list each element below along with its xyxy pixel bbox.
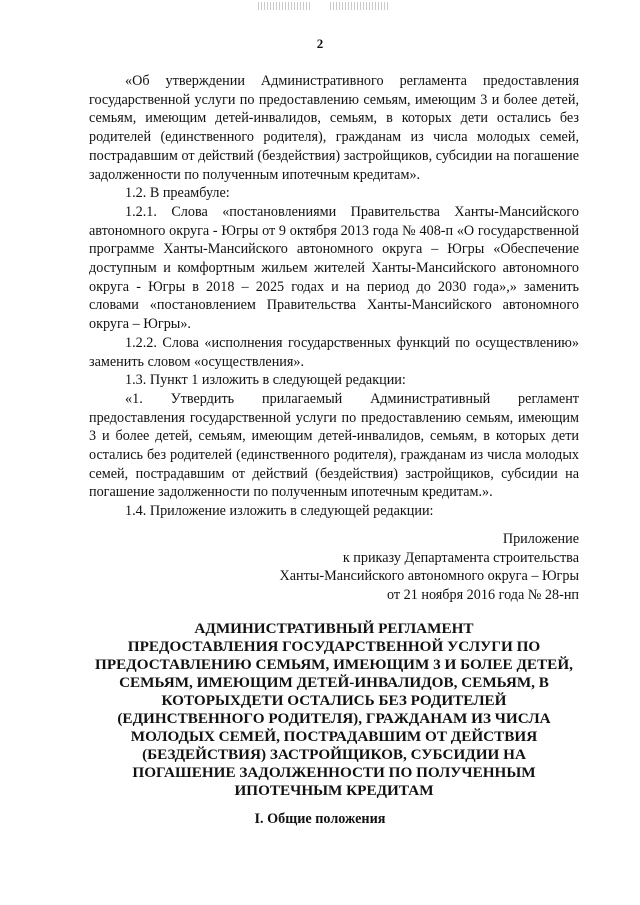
title-line: СЕМЬЯМ, ИМЕЮЩИМ ДЕТЕЙ-ИНВАЛИДОВ, СЕМЬЯМ, В	[119, 674, 549, 691]
section-heading: I. Общие положения	[254, 811, 386, 827]
title-line: АДМИНИСТРАТИВНЫЙ РЕГЛАМЕНТ	[194, 620, 474, 637]
appendix-line: Ханты-Мансийского автономного округа – Югры	[279, 568, 579, 585]
appendix-line: к приказу Департамента строительства	[342, 549, 579, 566]
paragraph: 1.4. Приложение изложить в следующей редакции:	[125, 503, 434, 520]
title-line: КОТОРЫХДЕТИ ОСТАЛИСЬ БЕЗ РОДИТЕЛЕЙ	[161, 692, 507, 709]
title-line: МОЛОДЫХ СЕМЕЙ, ПОСТРАДАВШИМ ОТ ДЕЙСТВИЯ	[130, 728, 538, 745]
paragraph: 1.2.2. Слова «исполнения государственных функций по осуществлению» заменить словом «осуществления».	[89, 334, 579, 370]
paragraph: «Об утверждении Административного регламента предоставления государственной услуги по предоставлению семьям, имеющим 3 и более детей, семьям, имеющим детей-инвалидов, семьям, в которых дети остались без родителей (единственного родителя), гражданам из числа молодых семей, пострадавшим от действий (бездействия) застройщиков, субсидии на погашение задолженности по полученным ипотечным кредитам».	[89, 73, 579, 183]
page-number: 2	[316, 36, 324, 51]
title-line: ПРЕДОСТАВЛЕНИЯ ГОСУДАРСТВЕННОЙ УСЛУГИ ПО	[127, 638, 541, 655]
paragraph: «1. Утвердить прилагаемый Административный регламент предоставления государственной услуги по предоставлению семьям, имеющим 3 и более детей, семьям, имеющим детей-инвалидов, семьям, в которых дети остались без родителей (единственного родителя), гражданам из числа молодых семей, пострадавшим от действий (бездействия) застройщиков, субсидии на погашение задолженности по полученным ипотечным кредитам.».	[89, 390, 579, 501]
title-line: ПОГАШЕНИЕ ЗАДОЛЖЕННОСТИ ПО ПОЛУЧЕННЫМ	[132, 764, 536, 781]
title-line: ПРЕДОСТАВЛЕНИЮ СЕМЬЯМ, ИМЕЮЩИМ 3 И БОЛЕЕ ДЕТЕЙ,	[95, 656, 573, 673]
scan-artifact	[258, 2, 310, 10]
title-line: (БЕЗДЕЙСТВИЯ) ЗАСТРОЙЩИКОВ, СУБСИДИИ НА	[142, 746, 526, 763]
body-text	[89, 72, 579, 521]
appendix-line: от 21 ноября 2016 года № 28-нп	[386, 587, 579, 604]
title-line: (ЕДИНСТВЕННОГО РОДИТЕЛЯ), ГРАЖДАНАМ ИЗ ЧИСЛА	[117, 710, 551, 727]
appendix-block	[159, 530, 579, 605]
regulation-title	[89, 620, 579, 800]
paragraph: 1.2.1. Слова «постановлениями Правительства Ханты-Мансийского автономного округа - Югры от 9 октября 2013 года № 408-п «О государственной программе Ханты-Мансийского автономного округа – Югры «Обеспечение доступным и комфортным жильем жителей Ханты-Мансийского автономного округа - Югры в 2018 – 2025 годах и на период до 2030 года»,» заменить словами «постановлением Правительства Ханты-Мансийского автономного округа – Югры».	[89, 203, 579, 333]
title-line: ИПОТЕЧНЫМ КРЕДИТАМ	[234, 782, 434, 799]
scan-artifact	[330, 2, 388, 10]
appendix-line: Приложение	[502, 531, 579, 547]
paragraph: 1.2. В преамбуле:	[125, 185, 230, 202]
paragraph: 1.3. Пункт 1 изложить в следующей редакции:	[125, 372, 406, 389]
